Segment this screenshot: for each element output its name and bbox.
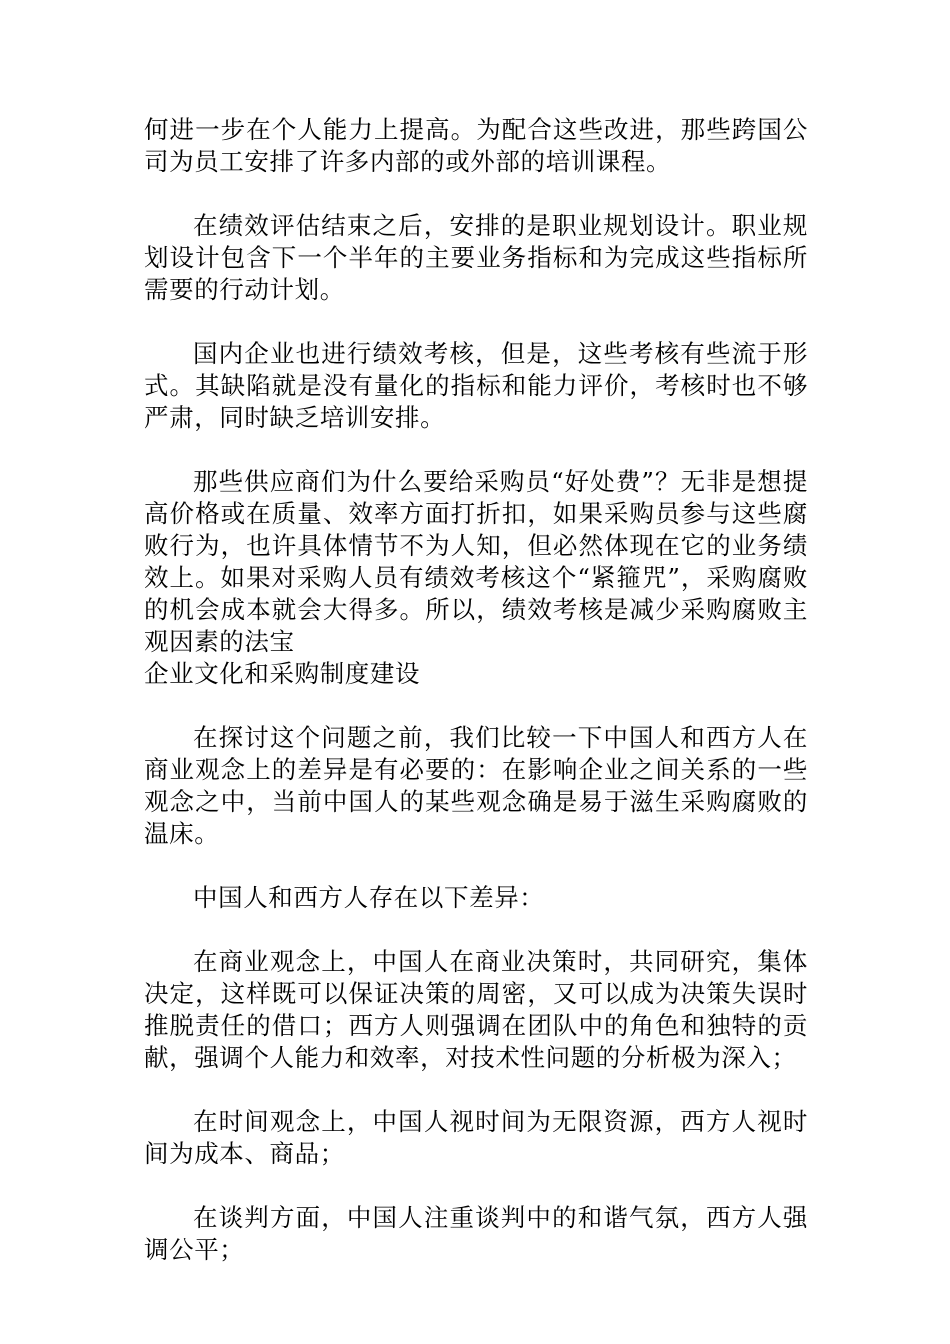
paragraph-domestic-appraisal: 国内企业也进行绩效考核，但是，这些考核有些流于形式。其缺陷就是没有量化的指标和能力评价，考核时也不够严肃，同时缺乏培训安排。	[144, 339, 808, 432]
paragraph-supplier-kickback: 那些供应商们为什么要给采购员“好处费”？无非是想提高价格或在质量、效率方面打折扣，如果采购员参与这些腐败行为，也许具体情节不为人知，但必然体现在它的业务绩效上。如果对采购人员有绩效考核这个“紧箍咒”，采购腐败的机会成本就会大得多。所以，绩效考核是减少采购腐败主观因素的法宝	[144, 467, 808, 656]
paragraph-career-planning: 在绩效评估结束之后，安排的是职业规划设计。职业规划设计包含下一个半年的主要业务指标和为完成这些指标所需要的行动计划。	[144, 211, 808, 304]
paragraph-culture-comparison: 在探讨这个问题之前，我们比较一下中国人和西方人在商业观念上的差异是有必要的：在影响企业之间关系的一些观念之中，当前中国人的某些观念确是易于滋生采购腐败的温床。	[144, 723, 808, 848]
paragraph-business-concept: 在商业观念上，中国人在商业决策时，共同研究，集体决定，这样既可以保证决策的周密，又可以成为决策失误时推脱责任的借口；西方人则强调在团队中的角色和独特的贡献，强调个人能力和效率，对技术性问题的分析极为深入；	[144, 947, 808, 1072]
section-heading: 企业文化和采购制度建设	[144, 659, 421, 688]
paragraph-negotiation: 在谈判方面，中国人注重谈判中的和谐气氛，西方人强调公平；	[144, 1203, 808, 1264]
paragraph-training: 何进一步在个人能力上提高。为配合这些改进，那些跨国公司为员工安排了许多内部的或外部的培训课程。	[144, 115, 808, 176]
paragraph-differences-intro: 中国人和西方人存在以下差异：	[193, 883, 545, 912]
paragraph-time-concept: 在时间观念上，中国人视时间为无限资源，西方人视时间为成本、商品；	[144, 1107, 808, 1168]
document-page	[144, 114, 808, 1298]
